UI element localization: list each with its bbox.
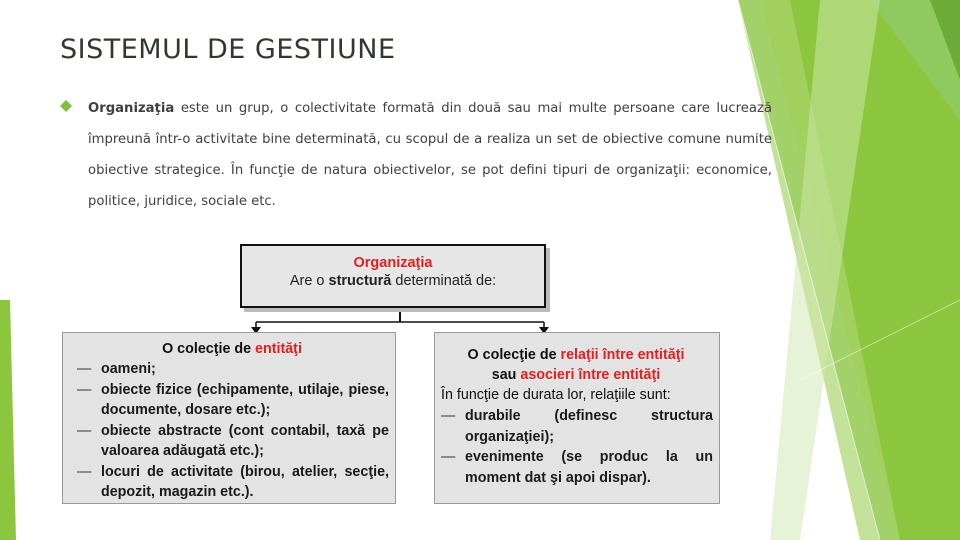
relations-heading-2: sau asocieri între entităţi: [491, 367, 661, 383]
bullet-text: este un grup, o colectivitate formată din două sau mai multe persoane care lucrează împreună într-o activitate bine determinată, cu scopul de a realiza un set de obiective comune numite obiective strategice. În funcţie de natura obiectivelor, se pot defini tipuri de organizaţii: economice, politice, juridice, sociale etc.: [88, 101, 772, 209]
list-item: — obiecte abstracte (cont contabil, taxă pe valoarea adăugată etc.);: [77, 422, 389, 459]
list-item: — locuri de activitate (birou, atelier, secţie, depozit, magazin etc.).: [77, 463, 389, 500]
entities-heading: O colecţie de entităţi: [162, 341, 302, 357]
organization-box-subtitle: Are o structură determinată de:: [289, 273, 497, 289]
relations-intro: În funcţie de durata lor, relaţiile sunt:: [441, 387, 671, 403]
bullet-term: Organizaţia: [88, 101, 175, 116]
list-item: — obiecte fizice (echipamente, utilaje, piese, documente, dosare etc.);: [77, 381, 389, 418]
list-item: — evenimente (se produc la un moment dat şi apoi dispar).: [441, 449, 713, 486]
entities-panel: [62, 332, 396, 504]
slide-title: SISTEMUL DE GESTIUNE: [60, 34, 396, 65]
organization-box-title: Organizaţia: [353, 255, 433, 271]
list-item: — durabile (definesc structura organizaţiei);: [441, 408, 713, 445]
relations-panel: [434, 332, 720, 504]
relations-heading: O colecţie de relaţii între entităţi: [467, 347, 685, 363]
organization-box: [240, 244, 546, 308]
list-item: — oameni;: [77, 361, 156, 377]
